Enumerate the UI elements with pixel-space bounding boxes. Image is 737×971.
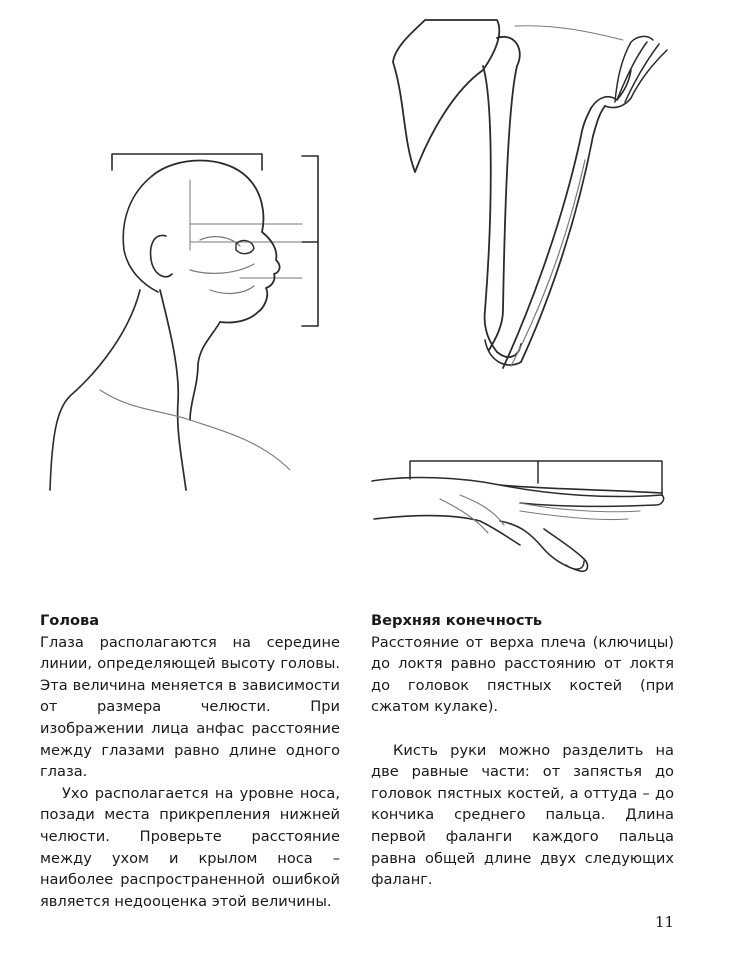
limb-paragraph-1: Расстояние от верха плеча (ключицы) до локтя равно расстоянию от локтя до головок пястных костей (при сжатом кулаке).	[371, 633, 674, 716]
limb-paragraph-2: Кисть руки можно разделить на две равные части: от запястья до головок пястных костей, а оттуда – до кончика среднего пальца. Длина первой фаланги каждого пальца равна общей длине двух следующих фаланг.	[371, 741, 674, 889]
head-profile-sketch	[40, 140, 340, 500]
hand-proportion-sketch	[370, 455, 670, 585]
head-paragraph-1: Глаза располагаются на середине линии, определяющей высоту головы. Эта величина меняется в зависимости от размера челюсти. При изображении лица анфас расстояние между глазами равно длине одного глаза.	[40, 633, 340, 781]
head-profile-illustration	[40, 140, 340, 500]
hand-proportion-illustration	[370, 455, 670, 585]
arm-skeleton-illustration	[385, 10, 685, 390]
page-number: 11	[655, 913, 675, 931]
limb-section-heading: Верхняя конечность	[371, 612, 543, 629]
limb-text-column	[371, 610, 674, 891]
head-section-heading: Голова	[40, 612, 100, 629]
head-paragraph-2: Ухо располагается на уровне носа, позади места прикрепления нижней челюсти. Проверьте расстояние между ухом и крылом носа – наиболее распространенной ошибкой является недооценка этой величины.	[40, 784, 340, 910]
arm-skeleton-sketch	[385, 10, 685, 390]
head-text-column	[40, 610, 340, 912]
